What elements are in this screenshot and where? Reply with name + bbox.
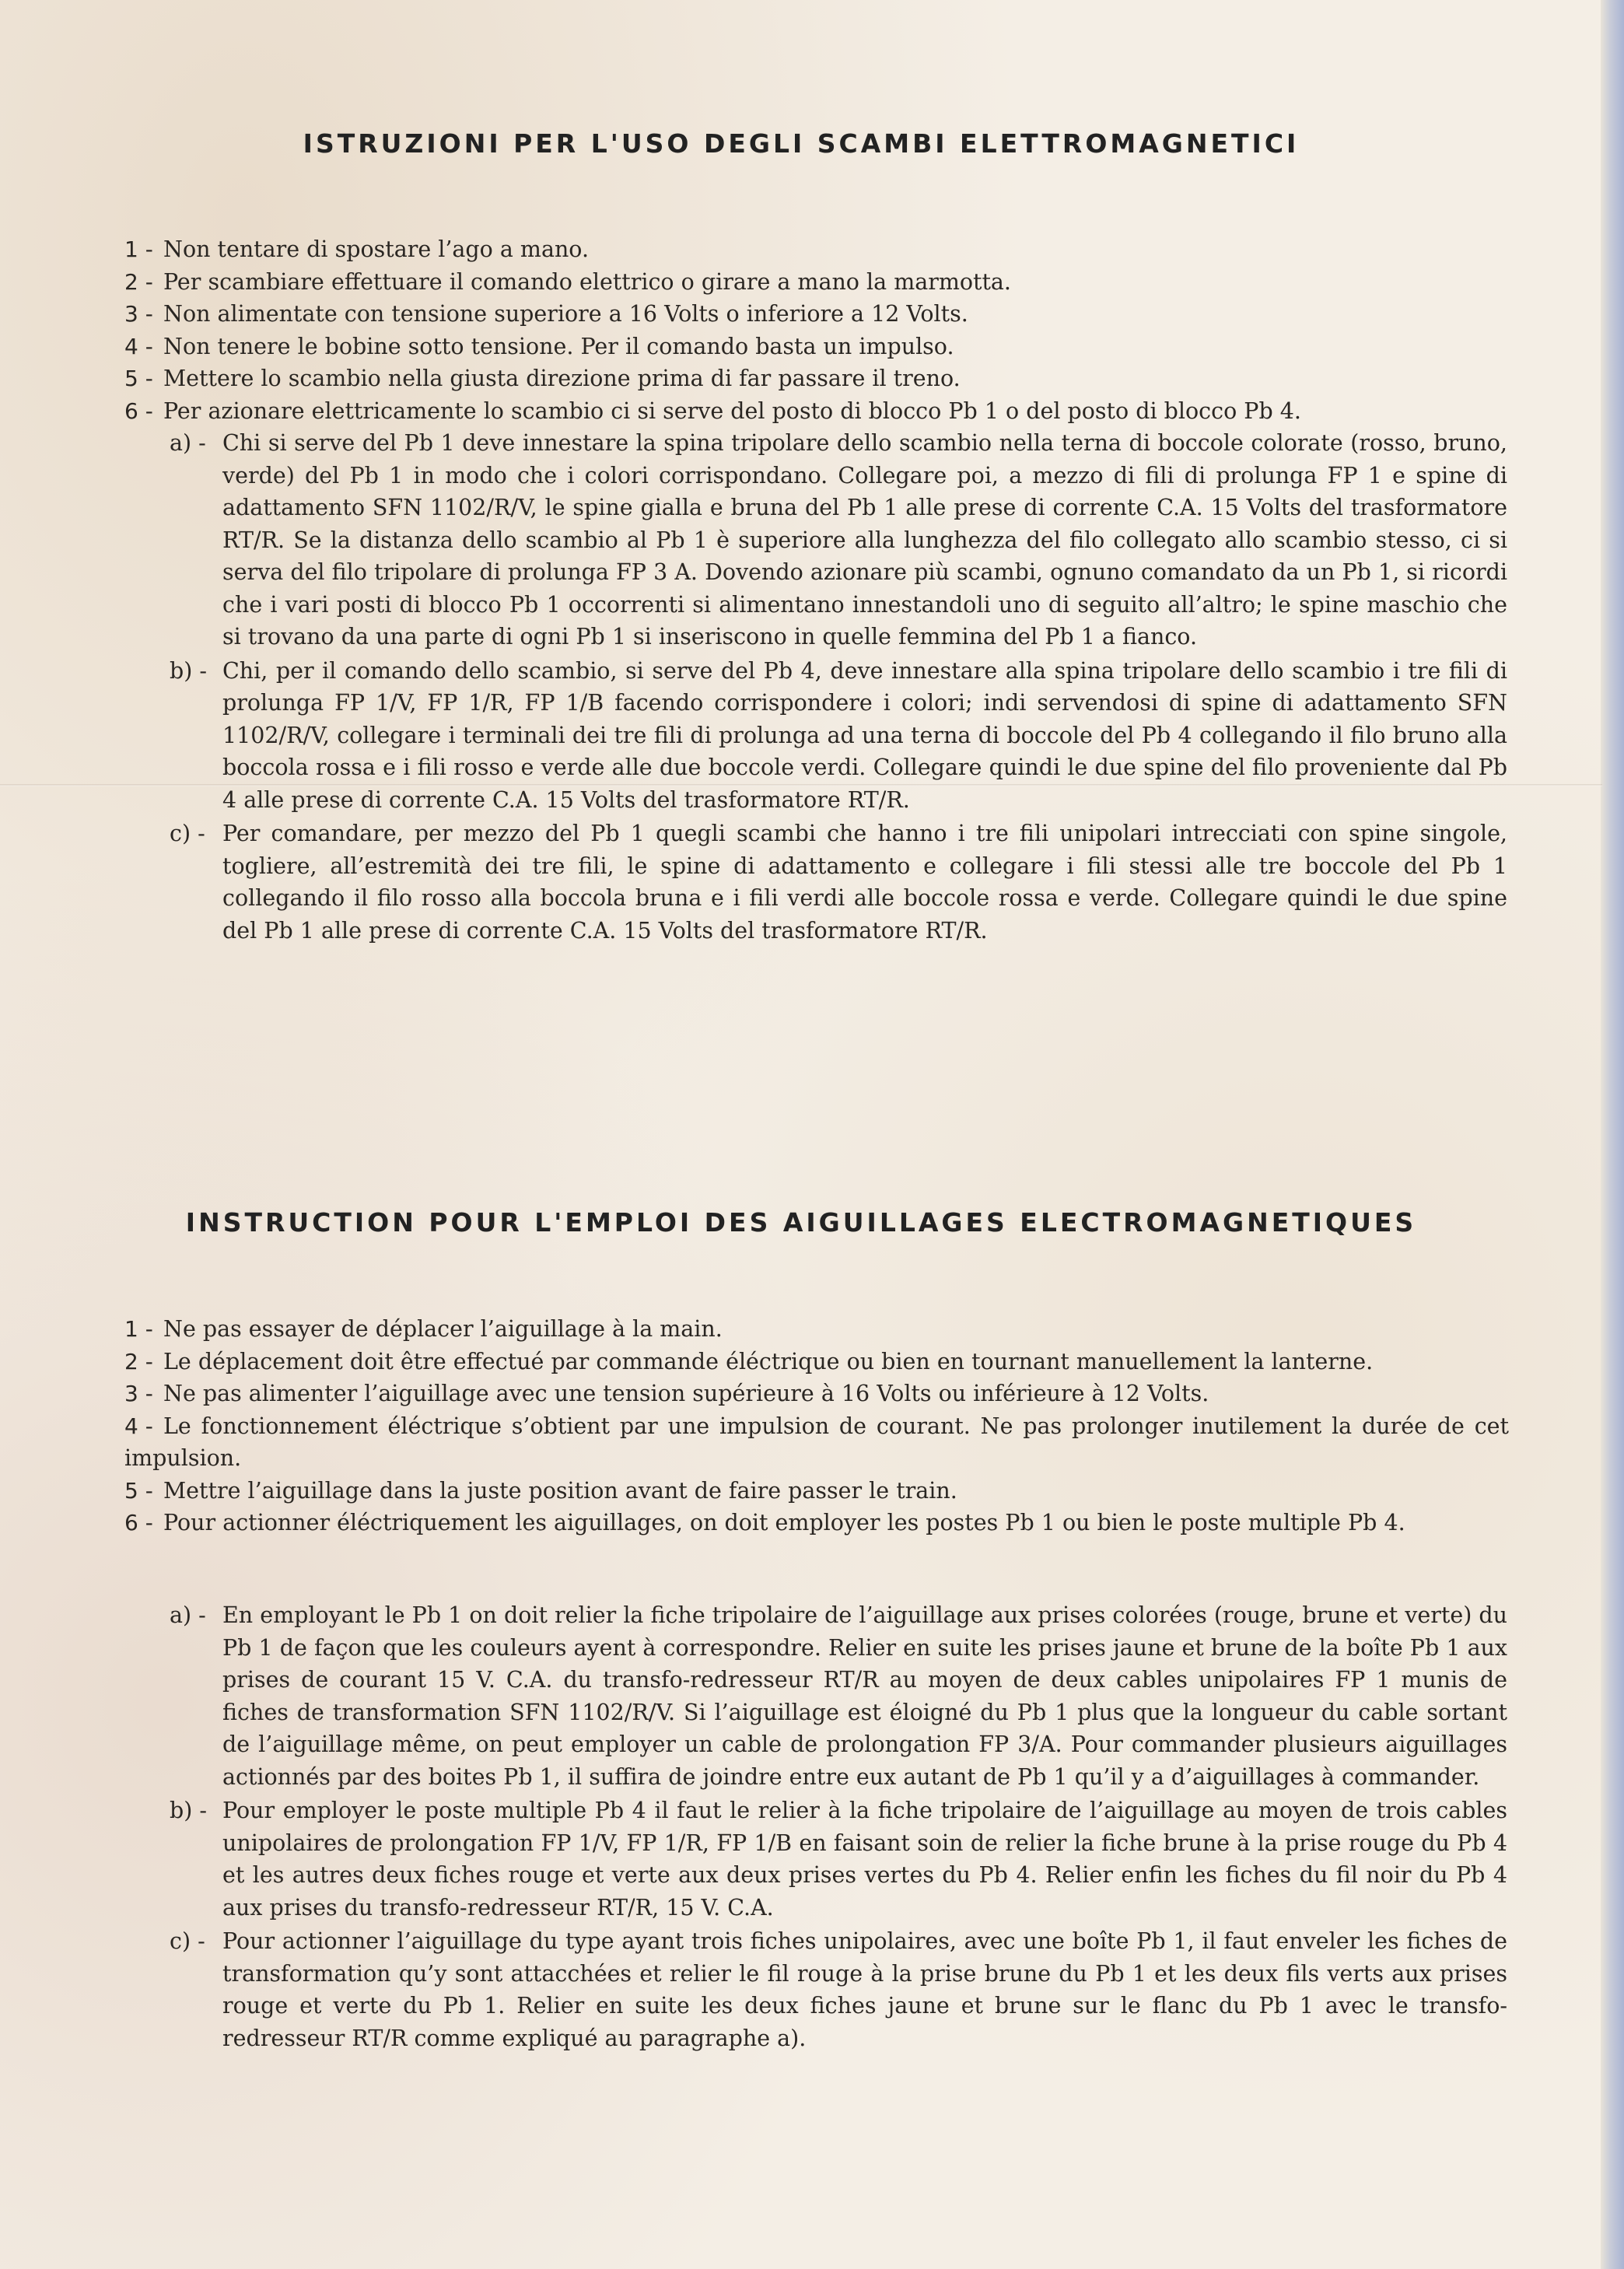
list-item: 2 - Le déplacement doit être effectué par commande éléctrique ou bien en tournant manuellement la lanterne.: [124, 1348, 1374, 1374]
list-item: 4 - Non tenere le bobine sotto tensione. Per il comando basta un impulso.: [124, 333, 954, 359]
french-title: INSTRUCTION POUR L'EMPLOI DES AIGUILLAGES ELECTROMAGNETIQUES: [185, 1207, 1417, 1238]
italian-list: [124, 233, 1509, 427]
list-item: 4 - Le fonctionnement éléctrique s’obtient par une impulsion de courant. Ne pas prolonger inutilement la durée de cet impulsion.: [124, 1413, 1509, 1471]
list-item: 5 - Mettre l’aiguillage dans la juste position avant de faire passer le train.: [124, 1477, 957, 1504]
list-item: 2 - Per scambiare effettuare il comando elettrico o girare a mano la marmotta.: [124, 268, 1011, 295]
italian-title: ISTRUZIONI PER L'USO DEGLI SCAMBI ELETTROMAGNETICI: [303, 128, 1300, 159]
list-item: 3 - Non alimentate con tensione superiore a 16 Volts o inferiore a 12 Volts.: [124, 301, 968, 327]
list-item: 1 - Non tentare di spostare l’ago a mano.: [124, 236, 590, 262]
french-subitems: [170, 1599, 1507, 2054]
subitem-b: b) - Chi, per il comando dello scambio, si serve del Pb 4, deve innestare alla spina tripolare dello scambio i tre fili di prolunga FP 1/V, FP 1/R, FP 1/B facendo corrispondere i colori; indi servendosi di spine di adattamento SFN 1102/R/V, collegare i terminali dei tre fili di prolunga ad una terna di boccole del Pb 4 collegando il filo bruno alla boccola rossa e i fili rosso e verde alle due boccole verdi. Collegare quindi le due spine del filo proveniente dal Pb 4 alle prese di corrente C.A. 15 Volts del trasformatore RT/R.: [170, 657, 1507, 813]
italian-subitems: [170, 427, 1507, 947]
subitem-a: a) - Chi si serve del Pb 1 deve innestare la spina tripolare dello scambio nella terna di boccole colorate (rosso, bruno, verde) del Pb 1 in modo che i colori corrispondano. Collegare poi, a mezzo di fili di prolunga FP 1 e spine di adattamento SFN 1102/R/V, le spine gialla e bruna del Pb 1 alle prese di corrente C.A. 15 Volts del trasformatore RT/R. Se la distanza dello scambio al Pb 1 è superiore alla lunghezza del filo collegato allo scambio stesso, ci si serva del filo tripolare di prolunga FP 3 A. Dovendo azionare più scambi, ognuno comandato da un Pb 1, si ricordi che i vari posti di blocco Pb 1 occorrenti si alimentano innestandoli uno di seguito all’altro; le spine maschio che si trovano da una parte di ogni Pb 1 si inseriscono in quelle femmina del Pb 1 a fianco.: [170, 430, 1507, 650]
subitem-c: c) - Pour actionner l’aiguillage du type ayant trois fiches unipolaires, avec une boîte Pb 1, il faut enveler les fiches de transformation qu’y sont attacchées et relier le fil rouge à la prise brune du Pb 1 et les deux fils verts aux prises rouge et verte du Pb 1. Relier en suite les deux fiches jaune et brune sur le flanc du Pb 1 avec le transfo-redresseur RT/R comme expliqué au paragraphe a).: [170, 1928, 1507, 2051]
list-item: 6 - Per azionare elettricamente lo scambio ci si serve del posto di blocco Pb 1 o del posto di blocco Pb 4.: [124, 397, 1301, 424]
list-item: 3 - Ne pas alimenter l’aiguillage avec une tension supérieure à 16 Volts ou inférieure à 12 Volts.: [124, 1381, 1209, 1406]
subitem-b: b) - Pour employer le poste multiple Pb 4 il faut le relier à la fiche tripolaire de l’aiguillage au moyen de trois cables unipolaires de prolongation FP 1/V, FP 1/R, FP 1/B en faisant soin de relier la fiche brune à la prise rouge du Pb 4 et les autres deux fiches rouge et verte aux deux prises vertes du Pb 4. Relier enfin les fiches du fil noir du Pb 4 aux prises du transfo-redresseur RT/R, 15 V. C.A.: [170, 1798, 1507, 1921]
list-item: 5 - Mettere lo scambio nella giusta direzione prima di far passare il treno.: [124, 366, 961, 391]
paper-edge: [1601, 0, 1624, 2269]
list-item: 1 - Ne pas essayer de déplacer l’aiguillage à la main.: [124, 1316, 723, 1342]
subitem-c: c) - Per comandare, per mezzo del Pb 1 quegli scambi che hanno i tre fili unipolari intrecciati con spine singole, togliere, all’estremità dei tre fili, le spine di adattamento e collegare i fili stessi alle tre boccole del Pb 1 collegando il filo rosso alla boccola bruna e i fili verdi alle boccole rossa e verde. Collegare quindi le due spine del Pb 1 alle prese di corrente C.A. 15 Volts del trasformatore RT/R.: [170, 821, 1507, 944]
french-list: [124, 1313, 1509, 1539]
list-item: 6 - Pour actionner éléctriquement les aiguillages, on doit employer les postes Pb 1 ou bien le poste multiple Pb 4.: [124, 1510, 1405, 1535]
subitem-a: a) - En employant le Pb 1 on doit relier la fiche tripolaire de l’aiguillage aux prises colorées (rouge, brune et verte) du Pb 1 de façon que les couleurs ayent à correspondre. Relier en suite les prises jaune et brune de la boîte Pb 1 aux prises de courant 15 V. C.A. du transfo-redresseur RT/R au moyen de deux cables unipolaires FP 1 munis de fiches de transformation SFN 1102/R/V. Si l’aiguillage est éloigné du Pb 1 plus que la longueur du cable sortant de l’aiguillage même, on peut employer un cable de prolongation FP 3/A. Pour commander plusieurs aiguillages actionnés par des boites Pb 1, il suffira de joindre entre eux autant de Pb 1 qu’il y a d’aiguillages à commander.: [170, 1602, 1507, 1790]
